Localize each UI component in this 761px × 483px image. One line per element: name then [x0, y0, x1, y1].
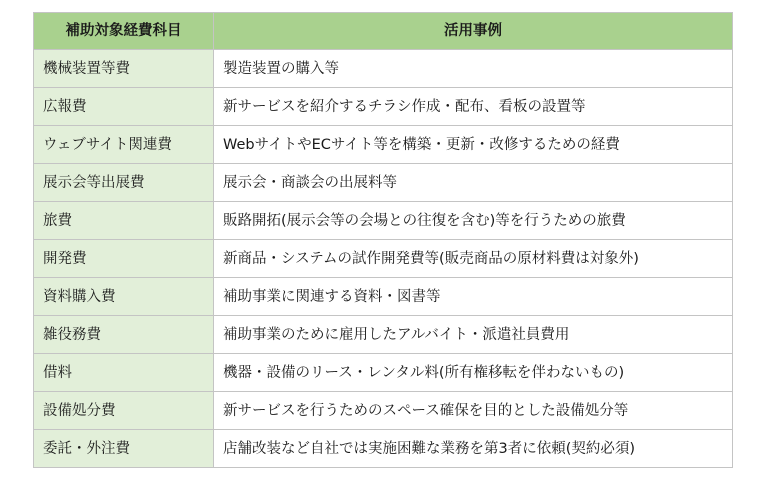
- expense-category-cell: 展示会等出展費: [34, 164, 214, 202]
- usage-example-cell: 販路開拓(展示会等の会場との往復を含む)等を行うための旅費: [214, 202, 733, 240]
- expense-category-cell: 設備処分費: [34, 392, 214, 430]
- table-body: [34, 50, 733, 468]
- usage-example-cell: 製造装置の購入等: [214, 50, 733, 88]
- usage-example-cell: 展示会・商談会の出展料等: [214, 164, 733, 202]
- table-row: [34, 240, 733, 278]
- usage-example-cell: 店舗改装など自社では実施困難な業務を第3者に依頼(契約必須): [214, 430, 733, 468]
- header-row: [34, 13, 733, 50]
- expense-table: [33, 12, 733, 468]
- table-row: [34, 392, 733, 430]
- usage-example-cell: 補助事業に関連する資料・図書等: [214, 278, 733, 316]
- usage-example-cell: WebサイトやECサイト等を構築・更新・改修するための経費: [214, 126, 733, 164]
- usage-example-cell: 新サービスを行うためのスペース確保を目的とした設備処分等: [214, 392, 733, 430]
- table-row: [34, 430, 733, 468]
- table-row: [34, 202, 733, 240]
- table-row: [34, 164, 733, 202]
- header-expense-category: 補助対象経費科目: [34, 13, 214, 50]
- usage-example-cell: 新商品・システムの試作開発費等(販売商品の原材料費は対象外): [214, 240, 733, 278]
- table-row: [34, 278, 733, 316]
- expense-category-cell: 開発費: [34, 240, 214, 278]
- table-row: [34, 88, 733, 126]
- table-row: [34, 316, 733, 354]
- usage-example-cell: 新サービスを紹介するチラシ作成・配布、看板の設置等: [214, 88, 733, 126]
- table-row: [34, 354, 733, 392]
- usage-example-cell: 機器・設備のリース・レンタル料(所有権移転を伴わないもの): [214, 354, 733, 392]
- header-usage-examples: 活用事例: [214, 13, 733, 50]
- expense-category-cell: 旅費: [34, 202, 214, 240]
- expense-category-cell: 借料: [34, 354, 214, 392]
- usage-example-cell: 補助事業のために雇用したアルバイト・派遣社員費用: [214, 316, 733, 354]
- expense-category-cell: 機械装置等費: [34, 50, 214, 88]
- expense-category-cell: 委託・外注費: [34, 430, 214, 468]
- expense-category-cell: 広報費: [34, 88, 214, 126]
- expense-category-cell: ウェブサイト関連費: [34, 126, 214, 164]
- table-row: [34, 126, 733, 164]
- expense-category-cell: 雑役務費: [34, 316, 214, 354]
- expense-category-cell: 資料購入費: [34, 278, 214, 316]
- table-row: [34, 50, 733, 88]
